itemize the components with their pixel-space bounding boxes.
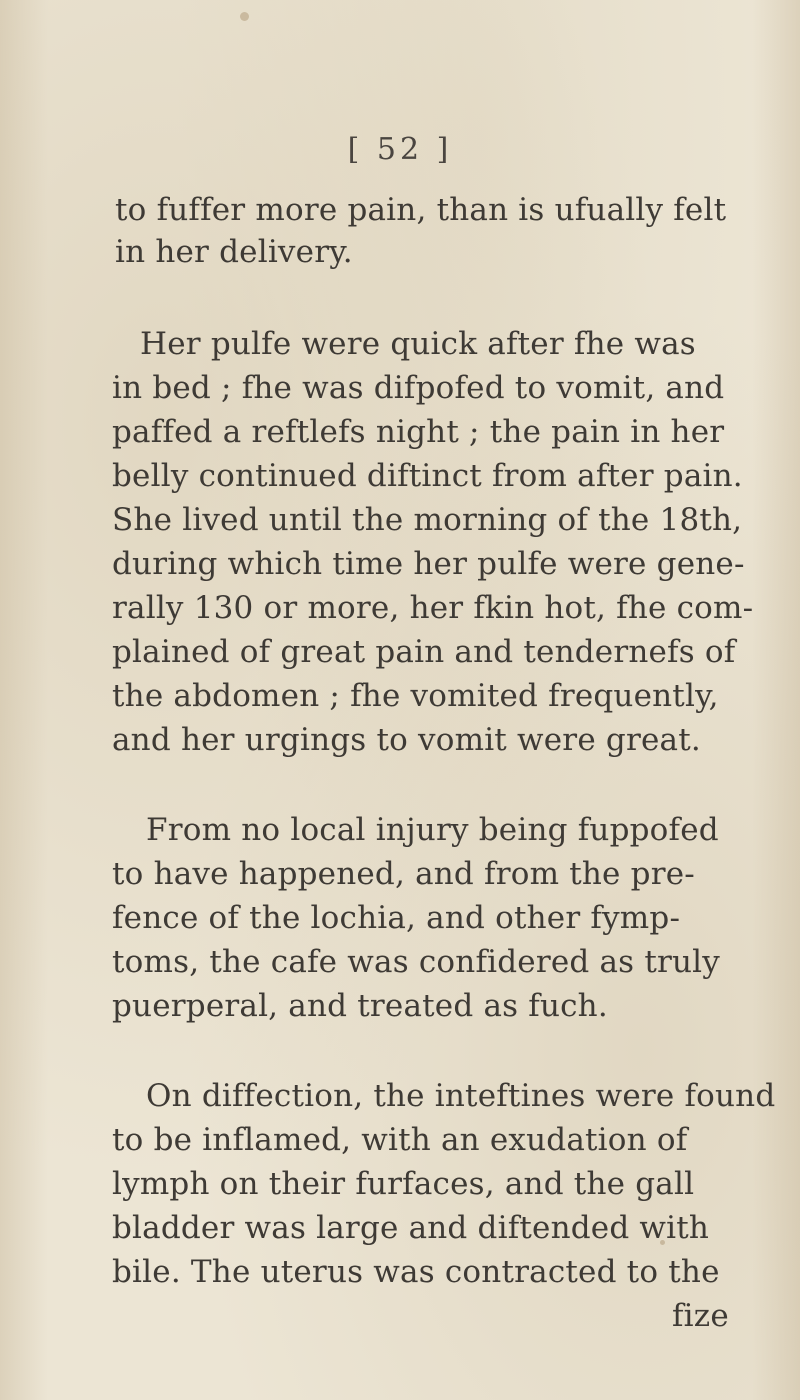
text-line: From no local injury being fuppofed [146, 812, 719, 848]
text-line: during which time her pulfe were gene- [112, 546, 745, 582]
text-line: She lived until the morning of the 18th, [112, 502, 743, 538]
text-line: to fuffer more pain, than is ufually felt [115, 192, 727, 228]
text-line: to be inflamed, with an exudation of [112, 1122, 688, 1158]
text-line: On diffection, the inteftines were found [146, 1078, 776, 1114]
text-line: in bed ; fhe was difpofed to vomit, and [112, 370, 725, 406]
text-line: paffed a reftlefs night ; the pain in her [112, 414, 725, 450]
text-line: fence of the lochia, and other fymp- [112, 900, 681, 936]
text-line: toms, the cafe was confidered as truly [112, 944, 720, 980]
text-line: bladder was large and diftended with [112, 1210, 710, 1246]
text-line: Her pulfe were quick after fhe was [140, 326, 696, 362]
paper-stain [240, 12, 249, 21]
text-line: lymph on their furfaces, and the gall [112, 1166, 695, 1202]
text-line: to have happened, and from the pre- [112, 856, 695, 892]
text-line: in her delivery. [115, 234, 353, 270]
page-number: [ 52 ] [347, 132, 453, 167]
text-line: bile. The uterus was contracted to the [112, 1254, 720, 1290]
text-line: puerperal, and treated as fuch. [112, 988, 608, 1024]
text-line: and her urgings to vomit were great. [112, 722, 701, 758]
text-line: rally 130 or more, her fkin hot, fhe com- [112, 590, 754, 626]
text-line: belly continued diftinct from after pain. [112, 458, 743, 494]
text-line: plained of great pain and tendernefs of [112, 634, 736, 670]
text-line: the abdomen ; fhe vomited frequently, [112, 678, 719, 714]
catchword: fize [672, 1298, 729, 1334]
